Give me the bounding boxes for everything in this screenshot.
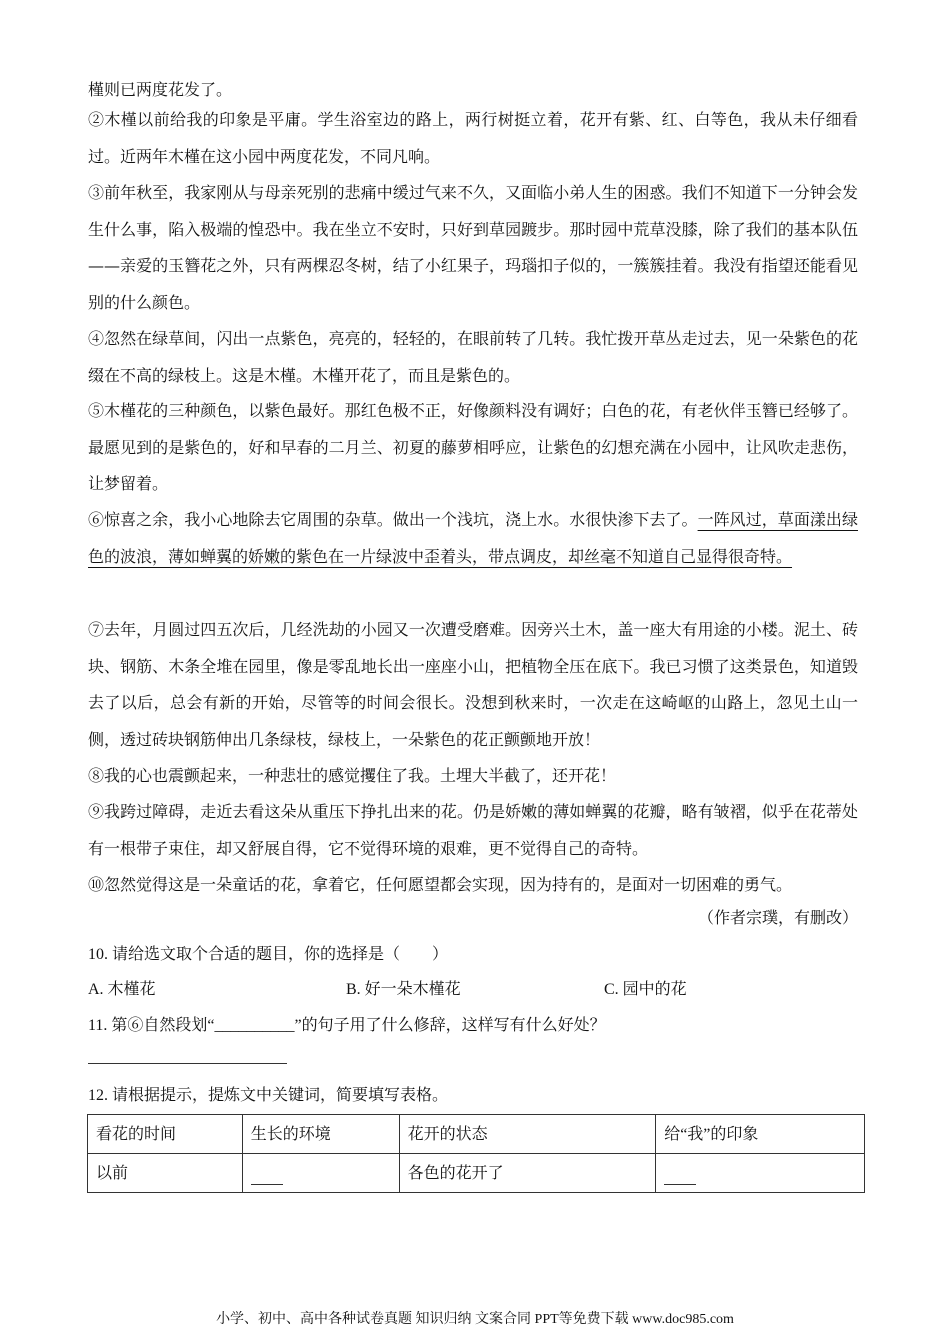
header-cell: 花开的状态: [399, 1115, 656, 1154]
q10-option-c: C. 园中的花: [604, 981, 687, 998]
question-12-stem: 12. 请根据提示，提炼文中关键词，简要填写表格。: [88, 1087, 449, 1104]
q10-option-a: A. 木槿花: [88, 981, 156, 998]
question-10-stem: 10. 请给选文取个合适的题目，你的选择是（ ）: [88, 946, 449, 963]
paragraph-8: ⑧我的心也震颤起来，一种悲壮的感觉攫住了我。土埋大半截了，还开花！: [88, 766, 617, 785]
table-row: [88, 1154, 865, 1193]
paragraph-3: ③前年秋至，我家刚从与母亲死别的悲痛中缓过气来不久，又面临小弟人生的困惑。我们不知道下一分钟会发生什么事，陷入极端的惶恐中。我在坐立不安时，只好到草园踱步。那时园中荒草没膝，除了我们的基本队伍——亲爱的玉簪花之外，只有两棵忍冬树，结了小红果子，玛瑙扣子似的，一簇簇挂着。我没有指望还能看见别的什么颜色。: [88, 183, 858, 312]
paragraph-6: [88, 502, 858, 575]
paragraph-5: ⑤木槿花的三种颜色，以紫色最好。那红色极不正，好像颜料没有调好；白色的花，有老伙伴玉簪已经够了。最愿见到的是紫色的，好和早春的二月兰、初夏的藤萝相呼应，让紫色的幻想充满在小园中，让风吹走悲伤，让梦留着。: [88, 401, 858, 493]
q11-stem-after: ”的句子用了什么修辞，这样写有什么好处？: [294, 1017, 606, 1034]
paragraph-7: ⑦去年，月圆过四五次后，几经洗劫的小园又一次遭受磨难。因旁兴土木，盖一座大有用途的小楼。泥土、砖块、钢筋、木条全堆在园里，像是零乱地长出一座座小山，把植物全压在底下。我已习惯了这类景色，知道毁去了以后，总会有新的开始，尽管等的时间会很长。没想到秋来时，一次走在这崎岖的山路上，忽见土山一侧，透过砖块钢筋伸出几条绿枝，绿枝上，一朵紫色的花正颤颤地开放！: [88, 620, 858, 749]
q11-blank: __________: [214, 1017, 295, 1034]
paragraph-2: ②木槿以前给我的印象是平庸。学生浴室边的路上，两行树挺立着，花开有紫、红、白等色，我从未仔细看过。近两年木槿在这小园中两度花发，不同凡响。: [88, 110, 858, 166]
underlined-sentence: 一阵风过，草面漾出绿色的波浪，薄如蝉翼的娇嫩的紫色在一片绿波中歪着头，带点调皮，却丝毫不知道自己显得很奇特。: [88, 510, 858, 566]
q11-stem-before: 11. 第⑥自然段划“: [88, 1017, 215, 1034]
paragraph-4: ④忽然在绿草间，闪出一点紫色，亮亮的，轻轻的，在眼前转了几转。我忙拨开草丛走过去，见一朵紫色的花缀在不高的绿枝上。这是木槿。木槿开花了，而且是紫色的。: [88, 329, 858, 385]
table-cell: [242, 1154, 399, 1193]
q12-table: [87, 1114, 865, 1193]
fill-in-blank: [251, 1168, 283, 1185]
header-cell: 看花的时间: [88, 1115, 243, 1154]
paragraph-10: ⑩忽然觉得这是一朵童话的花，拿着它，任何愿望都会实现，因为持有的，是面对一切困难的勇气。: [88, 875, 793, 894]
passage-lead-line: 槿则已两度花发了。: [88, 80, 233, 99]
paragraph-6-text: ⑥惊喜之余，我小心地除去它周围的杂草。做出一个浅坑，浇上水。水很快渗下去了。: [88, 510, 698, 529]
fill-in-blank: [664, 1168, 696, 1185]
header-cell: 生长的环境: [242, 1115, 399, 1154]
page-footer: 小学、初中、高中各种试卷真题 知识归纳 文案合同 PPT等免费下载 www.doc985.com: [216, 1312, 734, 1327]
q11-answer-line: [88, 1063, 287, 1064]
source-attribution: （作者宗璞，有删改）: [697, 908, 858, 927]
table-cell: 各色的花开了: [399, 1154, 656, 1193]
question-11-stem: [88, 1012, 606, 1035]
paragraph-9: ⑨我跨过障碍，走近去看这朵从重压下挣扎出来的花。仍是娇嫩的薄如蝉翼的花瓣，略有皱褶，似乎在花蒂处有一根带子束住，却又舒展自得，它不觉得环境的艰难，更不觉得自己的奇特。: [88, 802, 858, 858]
table-cell: [656, 1154, 865, 1193]
q10-option-b: B. 好一朵木槿花: [346, 981, 461, 998]
table-cell: 以前: [88, 1154, 243, 1193]
header-cell: 给“我”的印象: [656, 1115, 865, 1154]
table-header-row: [88, 1115, 865, 1154]
